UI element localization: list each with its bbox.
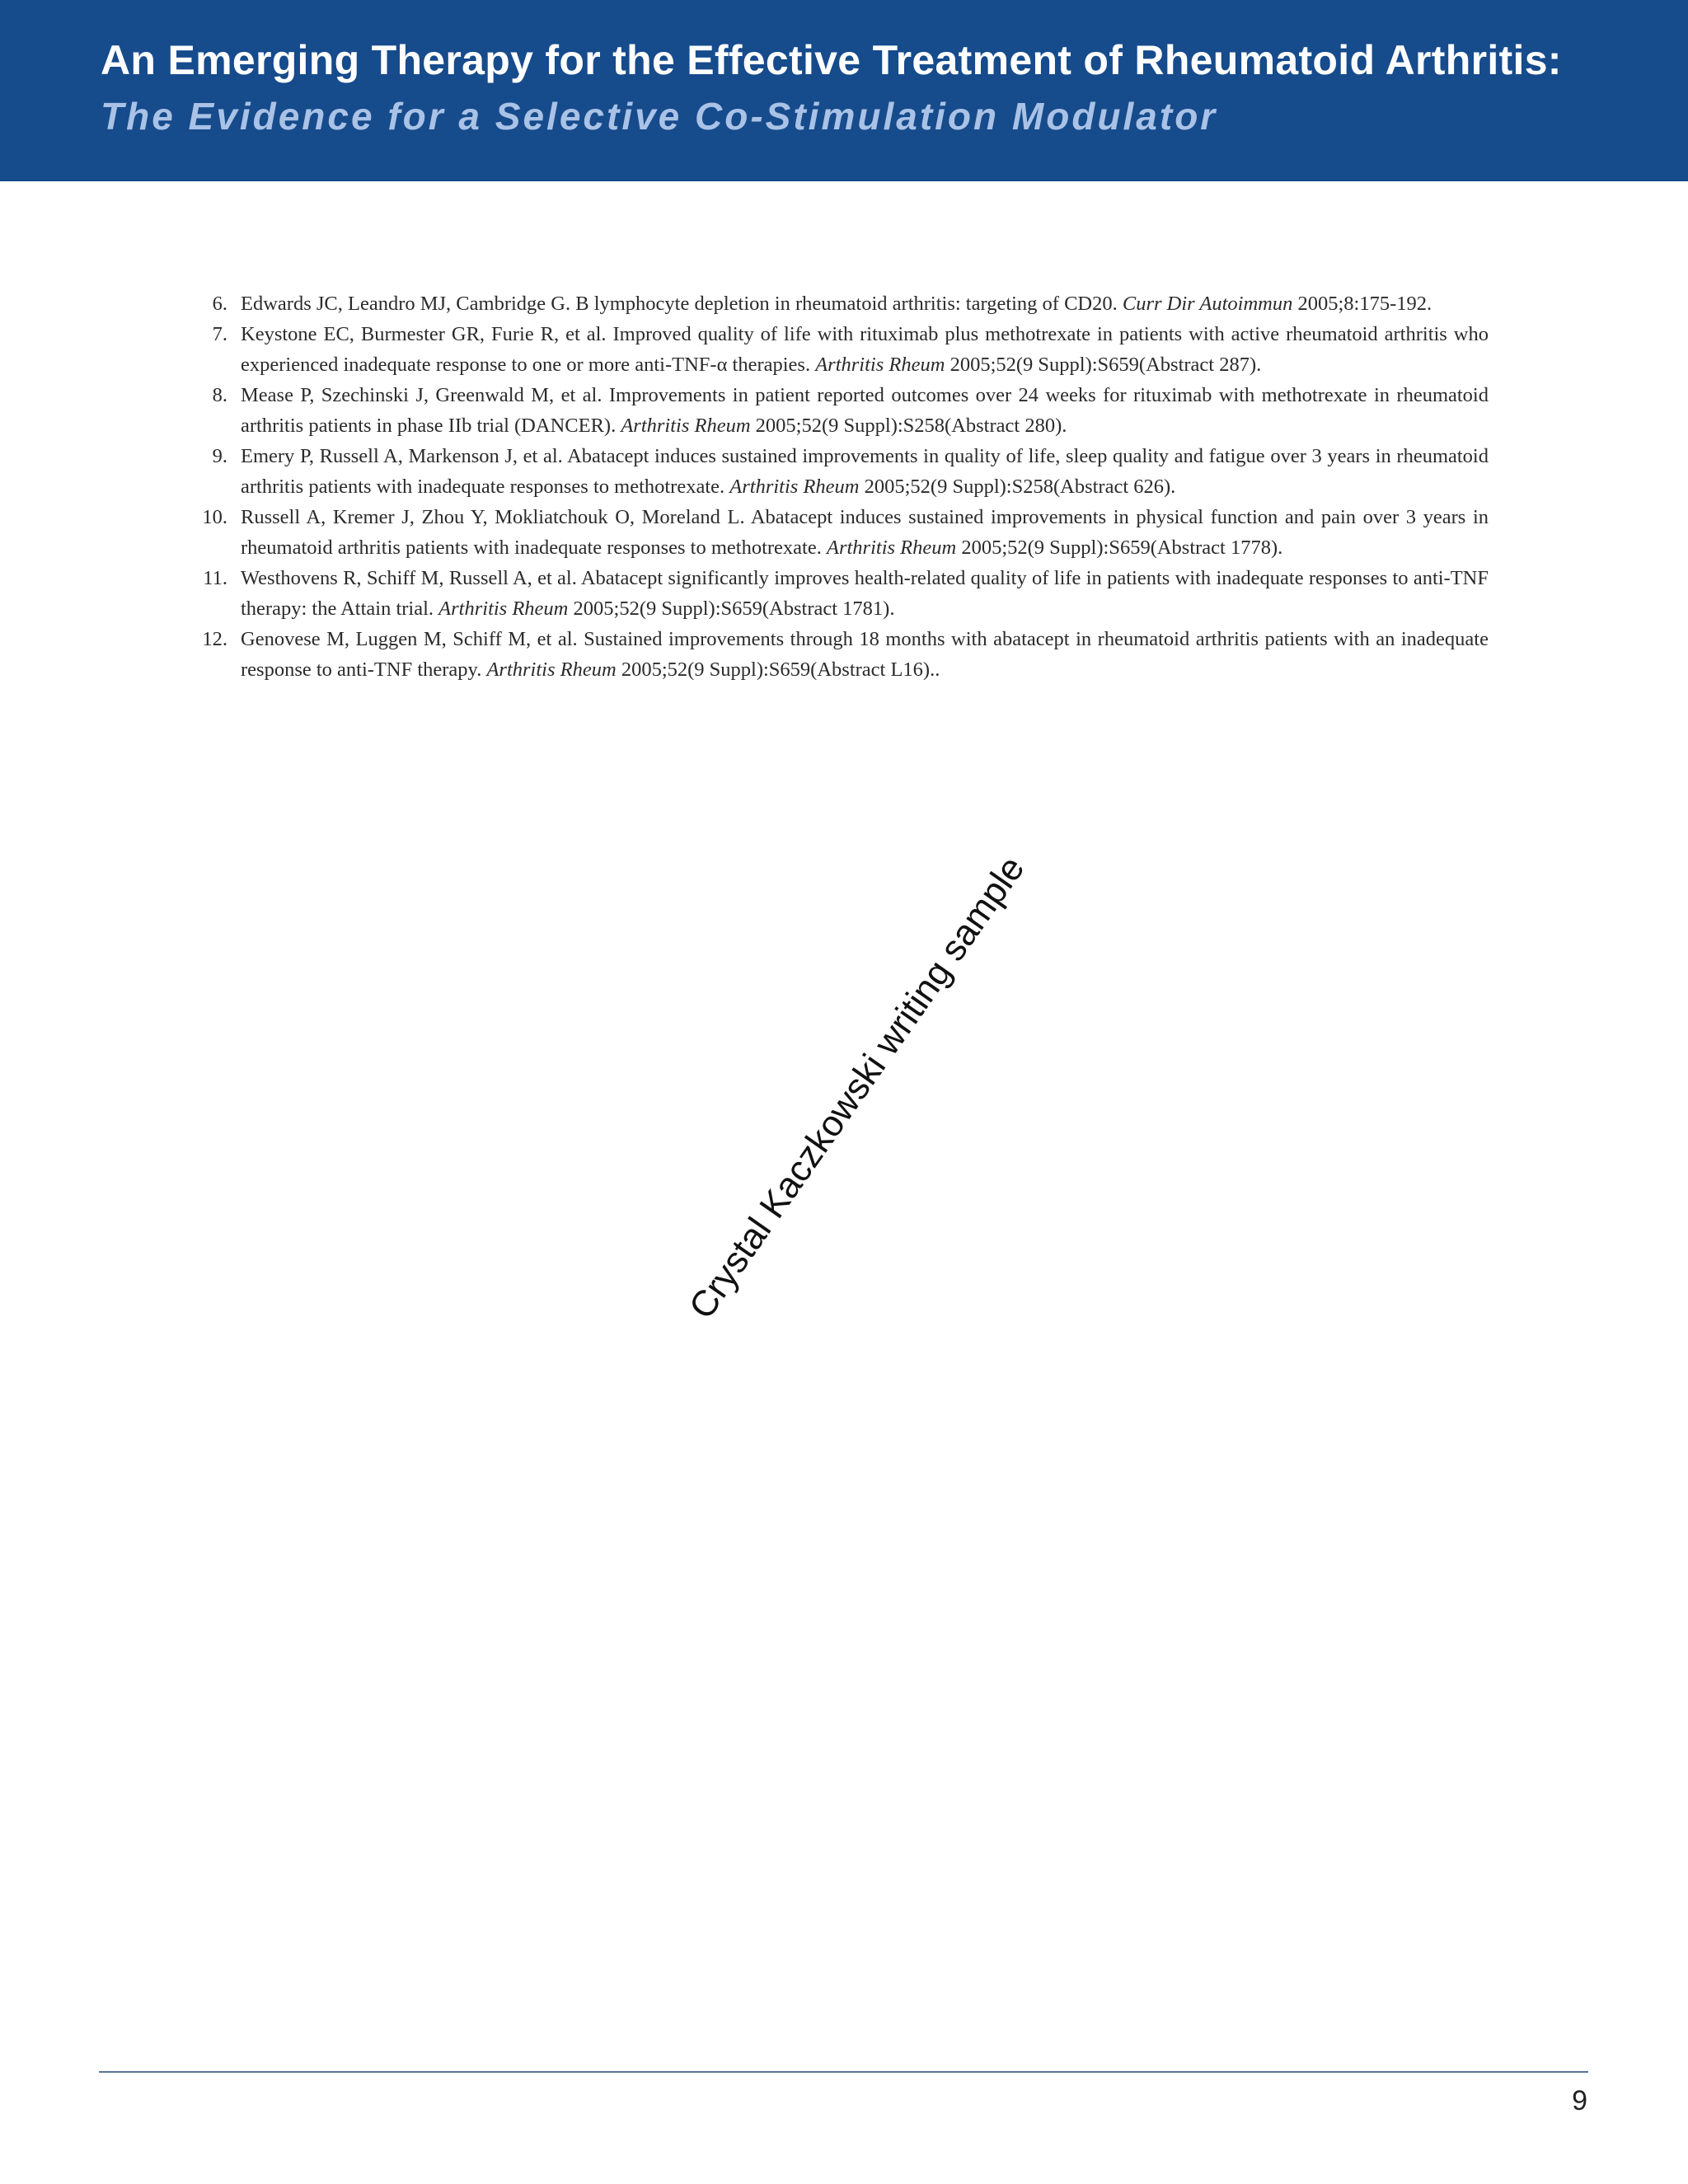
reference-text: Westhovens R, Schiff M, Russell A, et al. Abatacept significantly improves health-related quality of life in patients with inadequate responses to anti-TNF therapy: the Attain trial. <box>241 567 1489 620</box>
reference-journal: Arthritis Rheum <box>621 415 751 437</box>
reference-journal: Curr Dir Autoimmun <box>1122 293 1293 315</box>
reference-text: Genovese M, Luggen M, Schiff M, et al. Sustained improvements through 18 months with abatacept in rheumatoid arthritis patients with an inadequate response to anti-TNF therapy. <box>241 628 1489 681</box>
reference-journal: Arthritis Rheum <box>815 354 945 376</box>
reference-text: Mease P, Szechinski J, Greenwald M, et al. Improvements in patient reported outcomes over 24 weeks for rituximab with methotrexate in rheumatoid arthritis patients in phase IIb trial (DANCER). <box>241 384 1489 437</box>
page-title: An Emerging Therapy for the Effective Treatment of Rheumatoid Arthritis: <box>101 37 1562 83</box>
reference-text: Emery P, Russell A, Markenson J, et al. Abatacept induces sustained improvements in quality of life, sleep quality and fatigue over 3 years in rheumatoid arthritis patients with inadequate responses to methotrexate. <box>241 445 1489 498</box>
reference-number: 11. <box>203 567 227 589</box>
footer-divider <box>99 2071 1588 2073</box>
reference-number: 6. <box>212 293 227 315</box>
page-number: 9 <box>1572 2085 1587 2116</box>
reference-item <box>198 624 1489 685</box>
reference-journal: Arthritis Rheum <box>486 658 617 681</box>
reference-item <box>198 288 1489 319</box>
reference-journal: Arthritis Rheum <box>826 537 957 559</box>
reference-citation: 2005;52(9 Suppl):S659(Abstract 1781). <box>573 598 895 620</box>
reference-citation: 2005;52(9 Suppl):S659(Abstract 1778). <box>961 537 1283 559</box>
header-band <box>0 0 1688 181</box>
watermark: Crystal Kaczkowski writing sample <box>681 849 1033 1327</box>
reference-number: 7. <box>212 323 227 345</box>
reference-number: 8. <box>212 384 227 406</box>
reference-journal: Arthritis Rheum <box>729 476 860 498</box>
reference-citation: 2005;52(9 Suppl):S659(Abstract 287). <box>950 354 1262 376</box>
reference-item <box>198 441 1489 502</box>
reference-text: Edwards JC, Leandro MJ, Cambridge G. B lymphocyte depletion in rheumatoid arthritis: targeting of CD20. <box>241 293 1118 315</box>
page-subtitle: The Evidence for a Selective Co-Stimulation Modulator <box>101 95 1218 138</box>
reference-text: Russell A, Kremer J, Zhou Y, Mokliatchouk O, Moreland L. Abatacept induces sustained improvements in physical function and pain over 3 years in rheumatoid arthritis patients with inadequate responses to methotrexate. <box>241 506 1489 559</box>
reference-citation: 2005;8:175-192. <box>1297 293 1432 315</box>
reference-citation: 2005;52(9 Suppl):S258(Abstract 280). <box>755 415 1067 437</box>
reference-number: 9. <box>212 445 227 467</box>
reference-journal: Arthritis Rheum <box>438 598 569 620</box>
reference-number: 12. <box>202 628 227 650</box>
reference-text: Keystone EC, Burmester GR, Furie R, et al. Improved quality of life with rituximab plus methotrexate in patients with active rheumatoid arthritis who experienced inadequate response to one or more anti-TNF-α therapies. <box>241 323 1489 376</box>
reference-item <box>198 380 1489 441</box>
reference-item <box>198 563 1489 624</box>
reference-list <box>198 288 1489 685</box>
reference-citation: 2005;52(9 Suppl):S258(Abstract 626). <box>864 476 1176 498</box>
reference-item <box>198 319 1489 380</box>
reference-number: 10. <box>202 506 227 528</box>
reference-citation: 2005;52(9 Suppl):S659(Abstract L16).. <box>621 658 940 681</box>
reference-item <box>198 502 1489 563</box>
